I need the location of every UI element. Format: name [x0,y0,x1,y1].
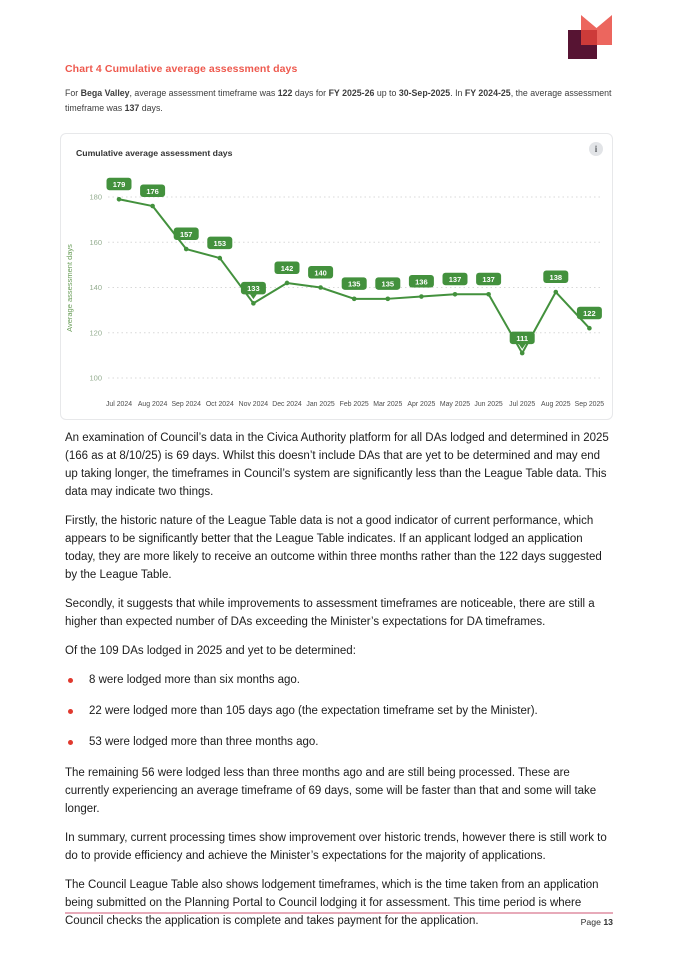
intro-text: days. [139,102,163,113]
bullet-text: 22 were lodged more than 105 days ago (the expectation timeframe set by the Minister). [89,705,538,717]
svg-text:Jan 2025: Jan 2025 [306,401,335,408]
svg-text:Sep 2025: Sep 2025 [574,401,605,408]
svg-text:May 2025: May 2025 [439,401,471,408]
svg-text:Jul 2025: Jul 2025 [509,401,536,408]
svg-text:Mar 2025: Mar 2025 [373,401,403,408]
svg-text:137: 137 [448,275,462,285]
svg-text:Oct 2024: Oct 2024 [205,401,234,408]
intro-text: , average assessment timeframe was [129,88,278,98]
page-label: Page [580,917,601,927]
svg-text:137: 137 [482,275,495,285]
svg-text:135: 135 [381,279,395,289]
paragraph-civica-data: An examination of Council’s data in the Civica Authority platform for all DAs lodged and determined in 2025 (166 as at 8/10/25) is 69 days. Whilst this doesn’t include DAs that are yet to be determined and may end up taking longer, the timeframes in Council’s system are significantly less than the League Table data. This data may indicate two things. [65,432,609,498]
svg-text:Aug 2025: Aug 2025 [541,401,571,408]
bullet-icon [68,678,73,683]
org-logo [566,13,614,61]
chart-title: Cumulative average assessment days [76,148,233,158]
svg-text:Jun 2025: Jun 2025 [474,401,503,408]
svg-text:122: 122 [583,309,596,319]
paragraph-league-table: The Council League Table also shows lodgement timeframes, which is the time taken from an application being submitted on the Planning Portal to Council lodging it for assessment. This time period is where Council checks the application is complete and takes payment for the application. [65,879,599,927]
bullet-icon [68,709,73,714]
intro-bold-days: 122 [277,88,293,98]
svg-text:176: 176 [146,186,159,196]
intro-text: For [65,88,81,98]
svg-text:Average assessment days: Average assessment days [65,244,74,332]
intro-text: , the average assessment timeframe was [65,88,612,113]
chart-card [60,133,613,420]
svg-text:180: 180 [89,192,102,202]
intro-bold-fy: FY 2025-26 [328,88,375,98]
list-item [65,671,614,689]
logo-mark-icon [566,13,614,61]
body-text [65,429,614,941]
intro-text: . In [450,88,465,98]
svg-text:160: 160 [89,237,102,247]
svg-text:140: 140 [89,283,102,292]
list-item [65,702,614,720]
chart-section-heading: Chart 4 Cumulative average assessment days [65,63,298,75]
bullet-icon [68,740,73,745]
svg-text:136: 136 [415,277,428,287]
svg-text:153: 153 [213,238,227,248]
svg-text:111: 111 [516,333,529,343]
intro-bold-date: 30-Sep-2025 [398,88,451,98]
svg-text:100: 100 [89,373,102,383]
svg-text:Nov 2024: Nov 2024 [238,401,269,408]
info-icon[interactable]: i [589,142,603,156]
chart-plot-area [62,170,611,421]
svg-text:Aug 2024: Aug 2024 [137,401,168,408]
intro-paragraph [65,86,613,115]
svg-text:157: 157 [179,229,193,239]
footer-page-number [65,917,613,927]
intro-bold-fy-prev: FY 2024-25 [464,88,511,98]
paragraph-remaining: The remaining 56 were lodged less than three months ago and are still being processed. These are currently experiencing an average timeframe of 69 days, some will be faster than that and some will take longer. [65,767,597,815]
svg-text:Feb 2025: Feb 2025 [339,401,369,408]
assessment-line-chart [62,170,611,416]
paragraph-summary: In summary, current processing times show improvement over historic trends, however there is still work to do to provide efficiency and achieve the Minister’s expectations for the majority of applications. [65,832,607,862]
svg-text:Jul 2024: Jul 2024 [105,401,133,408]
intro-text: up to [374,88,399,98]
intro-bold-days-prev: 137 [124,102,140,113]
intro-text: days for [292,88,329,98]
svg-text:133: 133 [247,284,260,294]
footer-rule [65,912,613,914]
svg-text:Apr 2025: Apr 2025 [407,401,436,408]
paragraph-secondly: Secondly, it suggests that while improvements to assessment timeframes are noticeable, there are still a higher than expected number of DAs exceeding the Minister’s expectations for DA timeframes. [65,598,595,628]
bullet-text: 8 were lodged more than six months ago. [89,674,300,686]
svg-text:179: 179 [112,180,126,190]
svg-text:140: 140 [314,268,327,278]
list-item [65,733,614,751]
intro-bold-council: Bega Valley [80,88,130,98]
page-number: 13 [603,917,613,927]
svg-text:135: 135 [347,279,361,289]
svg-text:138: 138 [549,272,563,282]
svg-text:Sep 2024: Sep 2024 [171,401,201,408]
svg-text:Dec 2024: Dec 2024 [272,401,302,408]
svg-text:142: 142 [280,263,294,273]
paragraph-firstly: Firstly, the historic nature of the League Table data is not a good indicator of current performance, which appears to be significantly better that the League Table indicates. If an applicant lodged an application today, they are more likely to receive an outcome within three months rather than the 122 days suggested by the League Table. [65,515,602,581]
paragraph-list-lead: Of the 109 DAs lodged in 2025 and yet to be determined: [65,645,356,657]
chart-header [61,134,612,168]
da-bullet-list [65,671,614,751]
svg-text:120: 120 [89,328,102,338]
bullet-text: 53 were lodged more than three months ago. [89,736,319,748]
